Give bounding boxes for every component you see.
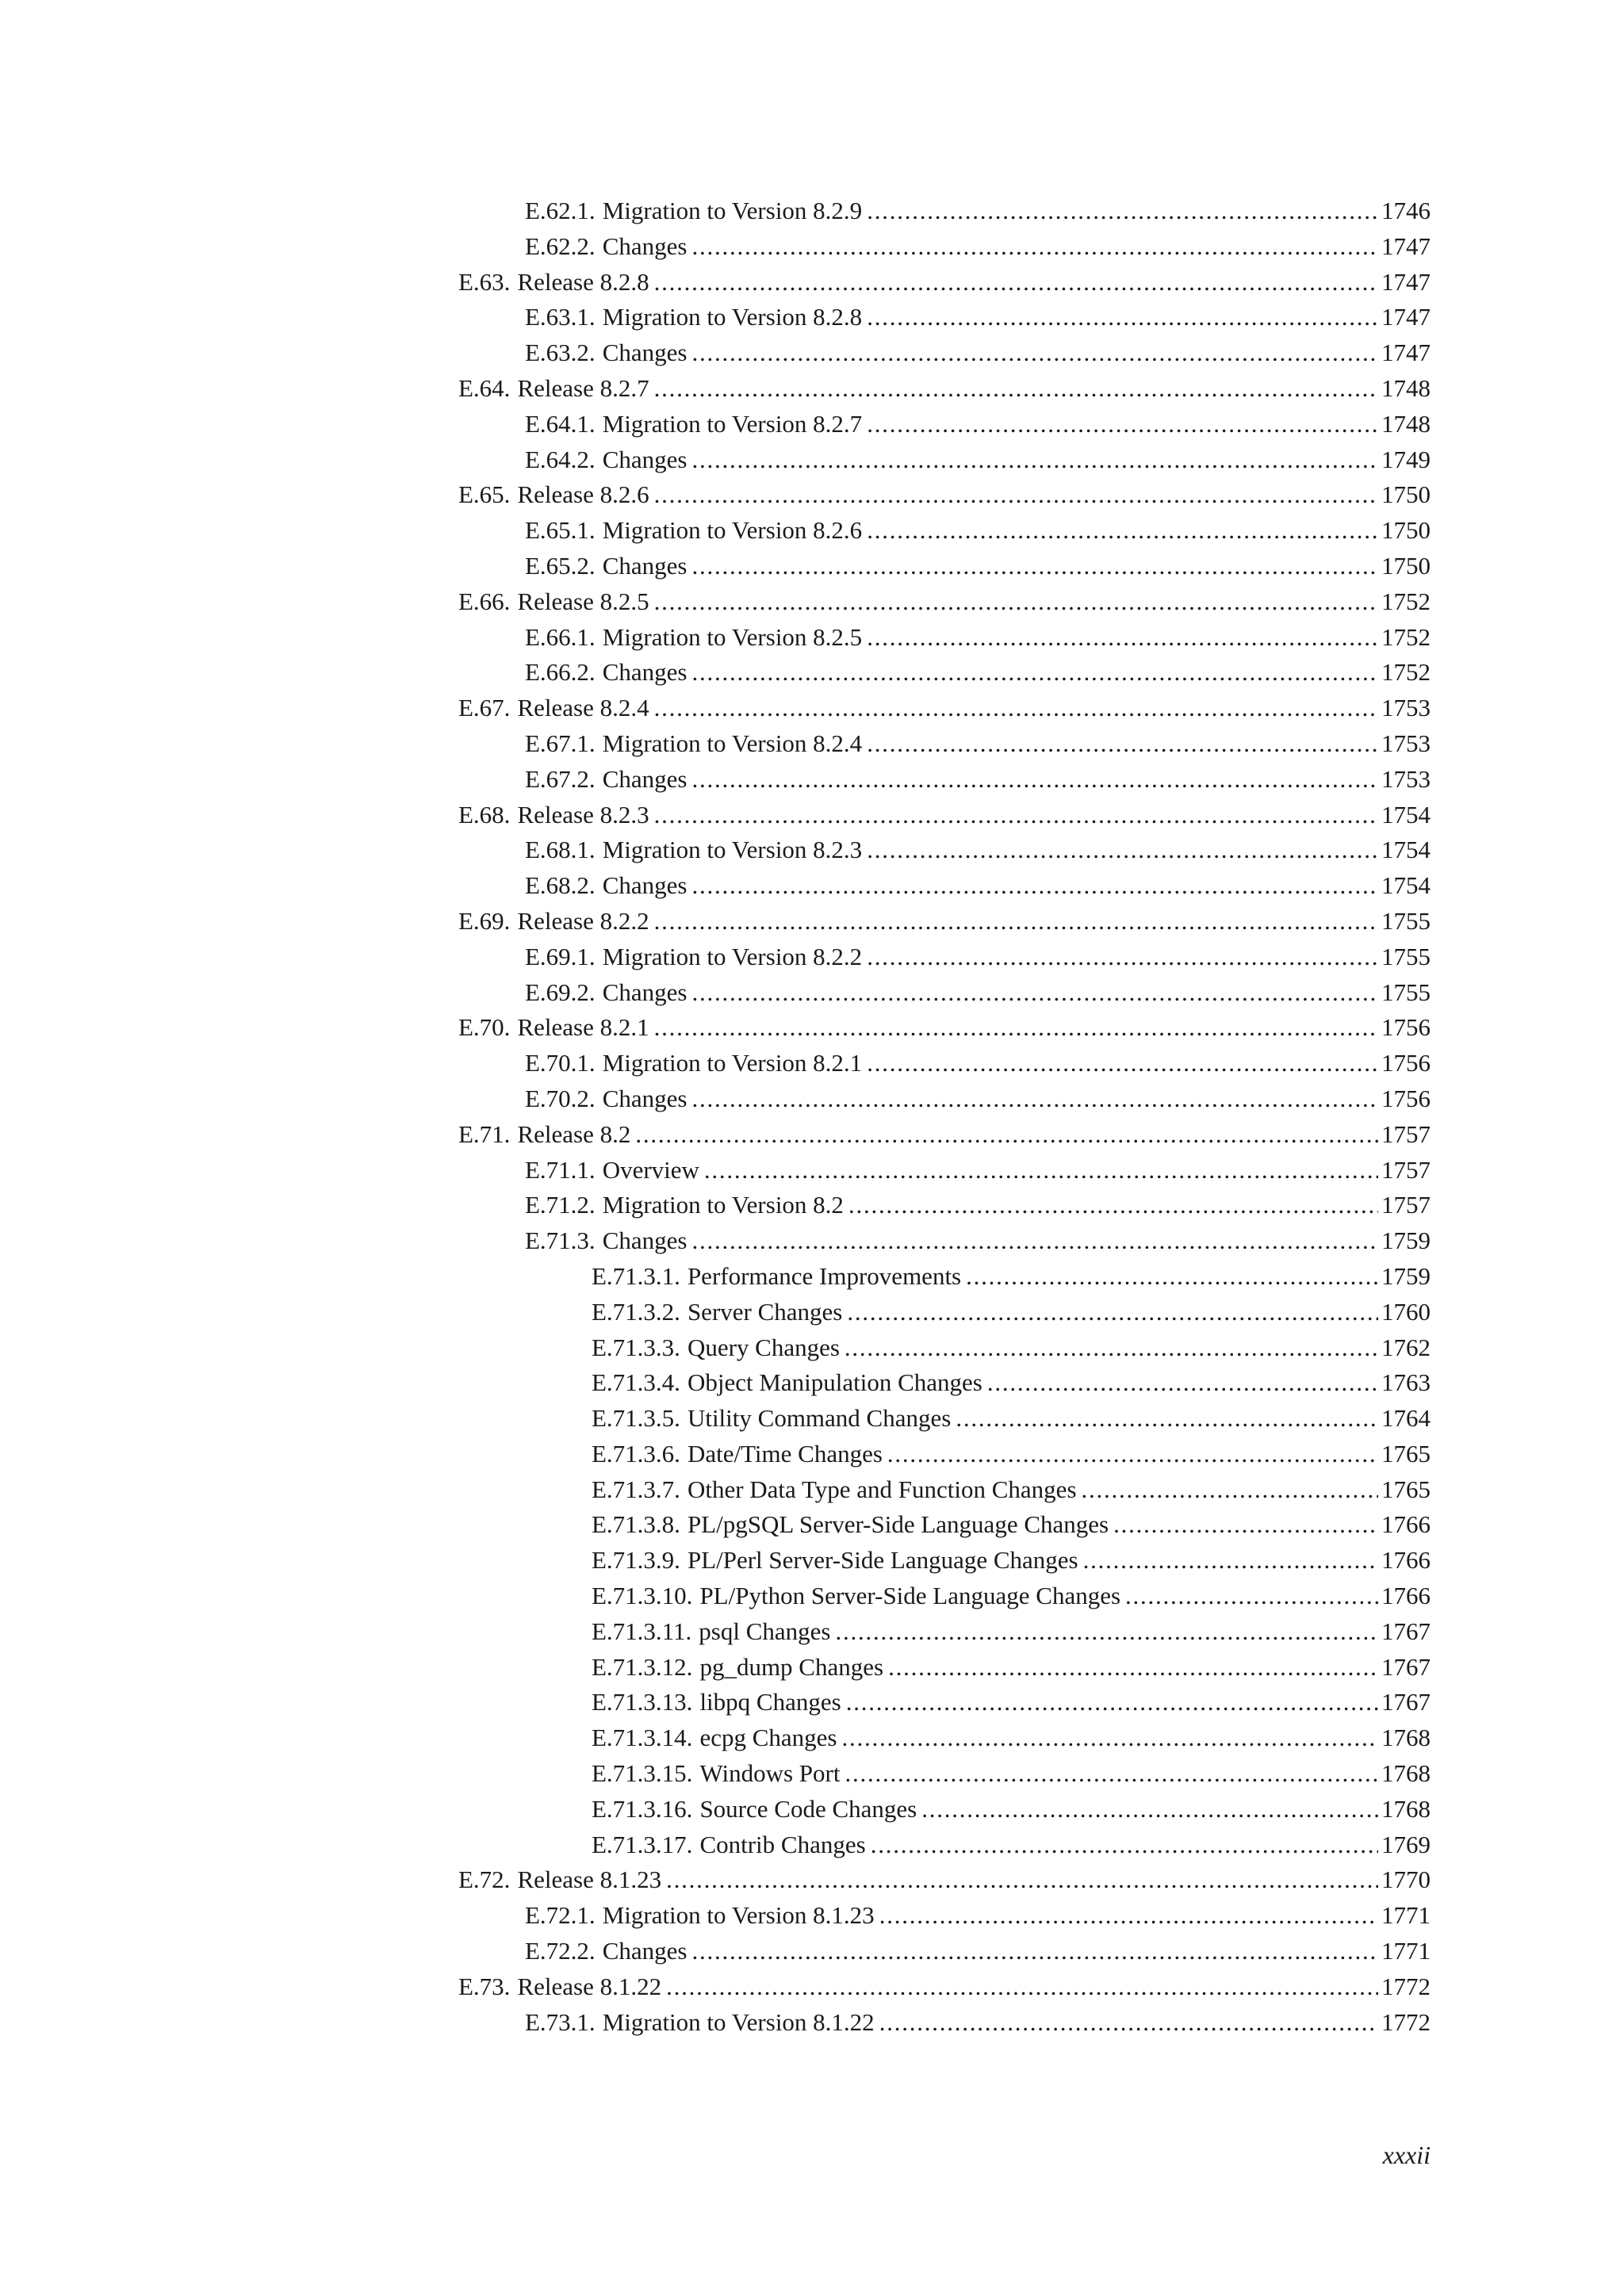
toc-entry-title: Other Data Type and Function Changes bbox=[687, 1475, 1077, 1503]
toc-entry-number: E.62.1. bbox=[525, 197, 596, 224]
toc-entry-title: PL/Python Server-Side Language Changes bbox=[699, 1582, 1121, 1610]
toc-entry-title: Migration to Version 8.1.23 bbox=[602, 1901, 875, 1930]
toc-entry-number: E.71.2. bbox=[525, 1191, 596, 1219]
toc-entry-title: Release 8.2.5 bbox=[517, 587, 649, 615]
toc-entry-number: E.69.1. bbox=[525, 942, 596, 970]
dot-leader bbox=[1125, 1578, 1378, 1614]
toc-entry[interactable] bbox=[458, 1401, 1431, 1437]
page-folio: xxxii bbox=[1382, 2141, 1431, 2169]
toc-entry-page-number: 1770 bbox=[1381, 1866, 1431, 1894]
dot-leader bbox=[691, 549, 1378, 584]
dot-leader bbox=[691, 442, 1378, 478]
toc-entry-page-number: 1748 bbox=[1381, 409, 1431, 438]
toc-entry[interactable] bbox=[458, 868, 1431, 904]
toc-entry-number: E.65. bbox=[458, 480, 511, 509]
toc-entry-page-number: 1750 bbox=[1381, 480, 1431, 509]
toc-entry-page-number: 1754 bbox=[1381, 836, 1431, 864]
toc-entry[interactable] bbox=[458, 1578, 1431, 1614]
dot-leader bbox=[666, 1862, 1378, 1898]
dot-leader bbox=[654, 1010, 1378, 1046]
dot-leader bbox=[835, 1614, 1378, 1650]
dot-leader bbox=[848, 1188, 1378, 1223]
toc-entry-title: Object Manipulation Changes bbox=[687, 1368, 982, 1397]
toc-entry-title: Date/Time Changes bbox=[687, 1439, 883, 1468]
toc-entry[interactable] bbox=[458, 1614, 1431, 1650]
toc-entry[interactable] bbox=[458, 620, 1431, 656]
toc-entry-page-number: 1755 bbox=[1381, 942, 1431, 970]
toc-entry-number: E.62.2. bbox=[525, 232, 596, 260]
toc-entry-number: E.71.3.13. bbox=[592, 1688, 693, 1716]
toc-entry-page-number: 1767 bbox=[1381, 1652, 1431, 1681]
toc-entry-number: E.71.3.17. bbox=[592, 1830, 693, 1858]
toc-entry[interactable] bbox=[458, 762, 1431, 798]
toc-entry-page-number: 1753 bbox=[1381, 729, 1431, 757]
toc-entry-page-number: 1768 bbox=[1381, 1794, 1431, 1823]
toc-entry-title: Changes bbox=[602, 232, 688, 260]
toc-entry-number: E.71.3.10. bbox=[592, 1582, 693, 1610]
toc-entry[interactable] bbox=[458, 300, 1431, 335]
dot-leader bbox=[847, 1295, 1378, 1330]
dot-leader bbox=[654, 477, 1378, 513]
dot-leader bbox=[966, 1259, 1378, 1295]
toc-entry-page-number: 1756 bbox=[1381, 1084, 1431, 1112]
toc-entry-number: E.64. bbox=[458, 373, 511, 402]
toc-entry-number: E.71.3.2. bbox=[592, 1297, 680, 1326]
toc-entry[interactable] bbox=[458, 2005, 1431, 2041]
dot-leader bbox=[691, 975, 1378, 1011]
toc-entry-number: E.71.3.7. bbox=[592, 1475, 680, 1503]
table-of-contents bbox=[458, 193, 1431, 2040]
toc-entry-page-number: 1747 bbox=[1381, 303, 1431, 331]
dot-leader bbox=[867, 939, 1378, 975]
toc-entry[interactable] bbox=[458, 1117, 1431, 1153]
toc-entry-number: E.71.3. bbox=[525, 1226, 596, 1255]
toc-entry-number: E.68.1. bbox=[525, 836, 596, 864]
toc-entry-title: Changes bbox=[602, 445, 688, 473]
toc-entry-title: Changes bbox=[602, 1226, 688, 1255]
toc-entry-number: E.69.2. bbox=[525, 978, 596, 1006]
toc-entry-page-number: 1764 bbox=[1381, 1404, 1431, 1433]
toc-entry-title: Changes bbox=[602, 871, 688, 900]
toc-entry-title: Migration to Version 8.2 bbox=[602, 1191, 844, 1219]
toc-entry[interactable] bbox=[458, 939, 1431, 975]
toc-entry-title: libpq Changes bbox=[699, 1688, 841, 1716]
toc-entry-title: Migration to Version 8.2.7 bbox=[602, 409, 863, 438]
toc-entry-title: Changes bbox=[602, 339, 688, 367]
toc-entry-number: E.64.2. bbox=[525, 445, 596, 473]
toc-entry[interactable] bbox=[458, 1969, 1431, 2005]
toc-entry[interactable] bbox=[458, 1898, 1431, 1934]
toc-entry-page-number: 1766 bbox=[1381, 1582, 1431, 1610]
toc-entry-page-number: 1754 bbox=[1381, 871, 1431, 900]
toc-entry-number: E.71.3.6. bbox=[592, 1439, 680, 1468]
dot-leader bbox=[1082, 1472, 1378, 1508]
dot-leader bbox=[691, 762, 1378, 798]
toc-entry-number: E.71.3.1. bbox=[592, 1261, 680, 1290]
toc-entry[interactable] bbox=[458, 1685, 1431, 1720]
toc-entry-title: Query Changes bbox=[687, 1333, 840, 1361]
toc-entry-page-number: 1747 bbox=[1381, 267, 1431, 296]
toc-entry-number: E.71.3.3. bbox=[592, 1333, 680, 1361]
dot-leader bbox=[879, 1898, 1378, 1934]
toc-entry[interactable] bbox=[458, 655, 1431, 691]
toc-entry-number: E.63. bbox=[458, 267, 511, 296]
toc-entry[interactable] bbox=[458, 407, 1431, 442]
toc-entry[interactable] bbox=[458, 265, 1431, 300]
toc-entry[interactable] bbox=[458, 1792, 1431, 1827]
toc-entry[interactable] bbox=[458, 1756, 1431, 1792]
dot-leader bbox=[691, 1934, 1378, 1969]
toc-entry[interactable] bbox=[458, 726, 1431, 762]
toc-entry[interactable] bbox=[458, 691, 1431, 726]
dot-leader bbox=[845, 1756, 1378, 1792]
toc-entry[interactable] bbox=[458, 1365, 1431, 1401]
toc-entry-number: E.72.1. bbox=[525, 1901, 596, 1930]
toc-entry[interactable] bbox=[458, 1437, 1431, 1472]
toc-entry-page-number: 1757 bbox=[1381, 1119, 1431, 1148]
dot-leader bbox=[691, 1223, 1378, 1259]
toc-entry[interactable] bbox=[458, 1259, 1431, 1295]
dot-leader bbox=[887, 1437, 1378, 1472]
toc-entry-number: E.68. bbox=[458, 800, 511, 828]
toc-entry-number: E.63.2. bbox=[525, 339, 596, 367]
toc-entry[interactable] bbox=[458, 229, 1431, 265]
toc-entry[interactable] bbox=[458, 798, 1431, 833]
toc-entry-title: Migration to Version 8.2.4 bbox=[602, 729, 863, 757]
toc-entry-page-number: 1752 bbox=[1381, 658, 1431, 687]
toc-entry[interactable] bbox=[458, 193, 1431, 229]
toc-entry-title: Source Code Changes bbox=[699, 1794, 917, 1823]
toc-entry-page-number: 1752 bbox=[1381, 622, 1431, 651]
toc-entry-title: pg_dump Changes bbox=[699, 1652, 884, 1681]
toc-entry-title: Contrib Changes bbox=[699, 1830, 866, 1858]
toc-entry-title: Server Changes bbox=[687, 1297, 843, 1326]
toc-entry-number: E.71. bbox=[458, 1119, 511, 1148]
toc-entry-page-number: 1757 bbox=[1381, 1191, 1431, 1219]
toc-entry-number: E.67. bbox=[458, 694, 511, 722]
dot-leader bbox=[654, 265, 1378, 300]
toc-entry-number: E.65.2. bbox=[525, 551, 596, 580]
toc-entry-page-number: 1759 bbox=[1381, 1261, 1431, 1290]
toc-entry-page-number: 1768 bbox=[1381, 1759, 1431, 1788]
toc-entry[interactable] bbox=[458, 584, 1431, 620]
toc-entry[interactable] bbox=[458, 1010, 1431, 1046]
toc-entry-number: E.65.1. bbox=[525, 516, 596, 545]
toc-entry-number: E.64.1. bbox=[525, 409, 596, 438]
toc-entry-title: Release 8.2.3 bbox=[517, 800, 649, 828]
toc-entry[interactable] bbox=[458, 1720, 1431, 1756]
toc-entry-number: E.72.2. bbox=[525, 1937, 596, 1965]
toc-entry-title: PL/Perl Server-Side Language Changes bbox=[687, 1546, 1078, 1575]
toc-entry-title: Changes bbox=[602, 764, 688, 793]
dot-leader bbox=[1113, 1507, 1378, 1543]
dot-leader bbox=[867, 832, 1378, 868]
dot-leader bbox=[888, 1650, 1378, 1686]
toc-entry-number: E.71.3.16. bbox=[592, 1794, 693, 1823]
toc-entry-title: Release 8.2.1 bbox=[517, 1013, 649, 1042]
toc-entry-page-number: 1762 bbox=[1381, 1333, 1431, 1361]
toc-entry-page-number: 1747 bbox=[1381, 339, 1431, 367]
toc-entry-page-number: 1771 bbox=[1381, 1937, 1431, 1965]
toc-entry-title: Changes bbox=[602, 551, 688, 580]
dot-leader bbox=[841, 1720, 1378, 1756]
dot-leader bbox=[867, 513, 1378, 549]
dot-leader bbox=[846, 1685, 1378, 1720]
toc-entry[interactable] bbox=[458, 1153, 1431, 1188]
toc-entry[interactable] bbox=[458, 1934, 1431, 1969]
toc-entry-title: Utility Command Changes bbox=[687, 1404, 952, 1433]
toc-entry-number: E.71.3.4. bbox=[592, 1368, 680, 1397]
toc-entry-page-number: 1765 bbox=[1381, 1475, 1431, 1503]
toc-entry-title: Release 8.1.23 bbox=[517, 1866, 662, 1894]
toc-entry-page-number: 1765 bbox=[1381, 1439, 1431, 1468]
toc-entry-title: Migration to Version 8.2.6 bbox=[602, 516, 863, 545]
toc-entry-page-number: 1766 bbox=[1381, 1510, 1431, 1539]
toc-entry[interactable] bbox=[458, 335, 1431, 371]
toc-entry[interactable] bbox=[458, 513, 1431, 549]
toc-entry-title: Changes bbox=[602, 1937, 688, 1965]
toc-entry-number: E.72. bbox=[458, 1866, 511, 1894]
toc-entry-page-number: 1754 bbox=[1381, 800, 1431, 828]
toc-entry-number: E.70.1. bbox=[525, 1049, 596, 1077]
toc-entry-page-number: 1749 bbox=[1381, 445, 1431, 473]
toc-entry-number: E.71.3.14. bbox=[592, 1724, 693, 1752]
toc-entry-title: Release 8.2.7 bbox=[517, 373, 649, 402]
toc-entry-title: Release 8.2.6 bbox=[517, 480, 649, 509]
dot-leader bbox=[691, 868, 1378, 904]
dot-leader bbox=[635, 1117, 1378, 1153]
toc-entry-page-number: 1756 bbox=[1381, 1013, 1431, 1042]
toc-entry-page-number: 1750 bbox=[1381, 516, 1431, 545]
toc-entry-title: psql Changes bbox=[699, 1617, 831, 1645]
dot-leader bbox=[879, 2005, 1378, 2041]
dot-leader bbox=[704, 1153, 1378, 1188]
dot-leader bbox=[867, 407, 1378, 442]
dot-leader bbox=[666, 1969, 1378, 2005]
toc-entry-title: Changes bbox=[602, 978, 688, 1006]
toc-entry-number: E.71.3.15. bbox=[592, 1759, 693, 1788]
toc-entry[interactable] bbox=[458, 477, 1431, 513]
toc-entry-page-number: 1767 bbox=[1381, 1617, 1431, 1645]
toc-entry-title: Changes bbox=[602, 658, 688, 687]
dot-leader bbox=[654, 371, 1378, 407]
toc-entry-page-number: 1747 bbox=[1381, 232, 1431, 260]
toc-entry-title: Release 8.2.4 bbox=[517, 694, 649, 722]
toc-entry-title: ecpg Changes bbox=[699, 1724, 837, 1752]
toc-entry-number: E.70. bbox=[458, 1013, 511, 1042]
dot-leader bbox=[867, 300, 1378, 335]
toc-entry-page-number: 1771 bbox=[1381, 1901, 1431, 1930]
dot-leader bbox=[867, 620, 1378, 656]
dot-leader bbox=[691, 655, 1378, 691]
dot-leader bbox=[691, 335, 1378, 371]
dot-leader bbox=[654, 904, 1378, 939]
toc-entry-number: E.66.2. bbox=[525, 658, 596, 687]
toc-entry-number: E.73. bbox=[458, 1972, 511, 2000]
dot-leader bbox=[654, 691, 1378, 726]
toc-entry-number: E.68.2. bbox=[525, 871, 596, 900]
dot-leader bbox=[871, 1827, 1378, 1863]
dot-leader bbox=[867, 193, 1378, 229]
dot-leader bbox=[921, 1792, 1378, 1827]
toc-entry-title: Release 8.1.22 bbox=[517, 1972, 662, 2000]
toc-entry-title: Changes bbox=[602, 1084, 688, 1112]
toc-entry-title: Overview bbox=[602, 1155, 699, 1184]
toc-entry-page-number: 1753 bbox=[1381, 694, 1431, 722]
toc-entry-number: E.71.3.5. bbox=[592, 1404, 680, 1433]
dot-leader bbox=[691, 1081, 1378, 1117]
toc-entry[interactable] bbox=[458, 1472, 1431, 1508]
toc-entry[interactable] bbox=[458, 1543, 1431, 1578]
toc-entry-page-number: 1755 bbox=[1381, 978, 1431, 1006]
dot-leader bbox=[845, 1330, 1378, 1366]
toc-entry-title: Windows Port bbox=[699, 1759, 841, 1788]
toc-entry-title: Migration to Version 8.2.8 bbox=[602, 303, 863, 331]
toc-entry-page-number: 1746 bbox=[1381, 197, 1431, 224]
toc-entry[interactable] bbox=[458, 832, 1431, 868]
toc-entry-title: Migration to Version 8.2.3 bbox=[602, 836, 863, 864]
toc-entry-title: Migration to Version 8.2.9 bbox=[602, 197, 863, 224]
toc-entry-title: Migration to Version 8.2.5 bbox=[602, 622, 863, 651]
toc-entry-page-number: 1768 bbox=[1381, 1724, 1431, 1752]
toc-entry-page-number: 1750 bbox=[1381, 551, 1431, 580]
dot-leader bbox=[987, 1365, 1378, 1401]
toc-entry[interactable] bbox=[458, 1862, 1431, 1898]
toc-entry-page-number: 1755 bbox=[1381, 906, 1431, 935]
dot-leader bbox=[1083, 1543, 1378, 1578]
toc-entry-title: PL/pgSQL Server-Side Language Changes bbox=[687, 1510, 1109, 1539]
toc-entry-page-number: 1756 bbox=[1381, 1049, 1431, 1077]
toc-entry-number: E.67.1. bbox=[525, 729, 596, 757]
toc-entry-page-number: 1752 bbox=[1381, 587, 1431, 615]
toc-entry[interactable] bbox=[458, 1188, 1431, 1223]
toc-entry-page-number: 1772 bbox=[1381, 2007, 1431, 2036]
toc-entry-page-number: 1772 bbox=[1381, 1972, 1431, 2000]
toc-entry-title: Release 8.2.8 bbox=[517, 267, 649, 296]
toc-entry-number: E.66.1. bbox=[525, 622, 596, 651]
toc-entry[interactable] bbox=[458, 904, 1431, 939]
toc-entry-page-number: 1760 bbox=[1381, 1297, 1431, 1326]
toc-entry[interactable] bbox=[458, 1330, 1431, 1366]
toc-entry-number: E.69. bbox=[458, 906, 511, 935]
dot-leader bbox=[691, 229, 1378, 265]
dot-leader bbox=[867, 726, 1378, 762]
toc-entry[interactable] bbox=[458, 1081, 1431, 1117]
toc-entry-page-number: 1753 bbox=[1381, 764, 1431, 793]
toc-entry[interactable] bbox=[458, 1295, 1431, 1330]
toc-entry[interactable] bbox=[458, 1827, 1431, 1863]
toc-entry-number: E.66. bbox=[458, 587, 511, 615]
toc-entry-page-number: 1759 bbox=[1381, 1226, 1431, 1255]
dot-leader bbox=[654, 584, 1378, 620]
toc-entry[interactable] bbox=[458, 549, 1431, 584]
toc-entry[interactable] bbox=[458, 1046, 1431, 1081]
toc-entry-title: Migration to Version 8.1.22 bbox=[602, 2007, 875, 2036]
toc-entry-number: E.63.1. bbox=[525, 303, 596, 331]
toc-entry-page-number: 1748 bbox=[1381, 373, 1431, 402]
dot-leader bbox=[654, 798, 1378, 833]
toc-entry[interactable] bbox=[458, 371, 1431, 407]
toc-entry-title: Release 8.2 bbox=[517, 1119, 631, 1148]
toc-entry-title: Release 8.2.2 bbox=[517, 906, 649, 935]
toc-entry-number: E.71.3.9. bbox=[592, 1546, 680, 1575]
toc-entry-page-number: 1766 bbox=[1381, 1546, 1431, 1575]
toc-entry-title: Migration to Version 8.2.1 bbox=[602, 1049, 863, 1077]
toc-entry[interactable] bbox=[458, 1223, 1431, 1259]
toc-entry-page-number: 1769 bbox=[1381, 1830, 1431, 1858]
toc-entry-number: E.71.3.8. bbox=[592, 1510, 680, 1539]
toc-entry[interactable] bbox=[458, 442, 1431, 478]
toc-entry[interactable] bbox=[458, 1507, 1431, 1543]
toc-entry-number: E.71.3.12. bbox=[592, 1652, 693, 1681]
toc-entry-number: E.71.1. bbox=[525, 1155, 596, 1184]
toc-entry-title: Migration to Version 8.2.2 bbox=[602, 942, 863, 970]
toc-entry-number: E.71.3.11. bbox=[592, 1617, 692, 1645]
dot-leader bbox=[956, 1401, 1378, 1437]
toc-entry[interactable] bbox=[458, 975, 1431, 1011]
toc-entry-title: Performance Improvements bbox=[687, 1261, 962, 1290]
toc-entry-page-number: 1767 bbox=[1381, 1688, 1431, 1716]
toc-entry-number: E.67.2. bbox=[525, 764, 596, 793]
toc-entry-page-number: 1757 bbox=[1381, 1155, 1431, 1184]
toc-entry-page-number: 1763 bbox=[1381, 1368, 1431, 1397]
toc-entry-number: E.73.1. bbox=[525, 2007, 596, 2036]
toc-entry[interactable] bbox=[458, 1650, 1431, 1686]
dot-leader bbox=[867, 1046, 1378, 1081]
toc-entry-number: E.70.2. bbox=[525, 1084, 596, 1112]
